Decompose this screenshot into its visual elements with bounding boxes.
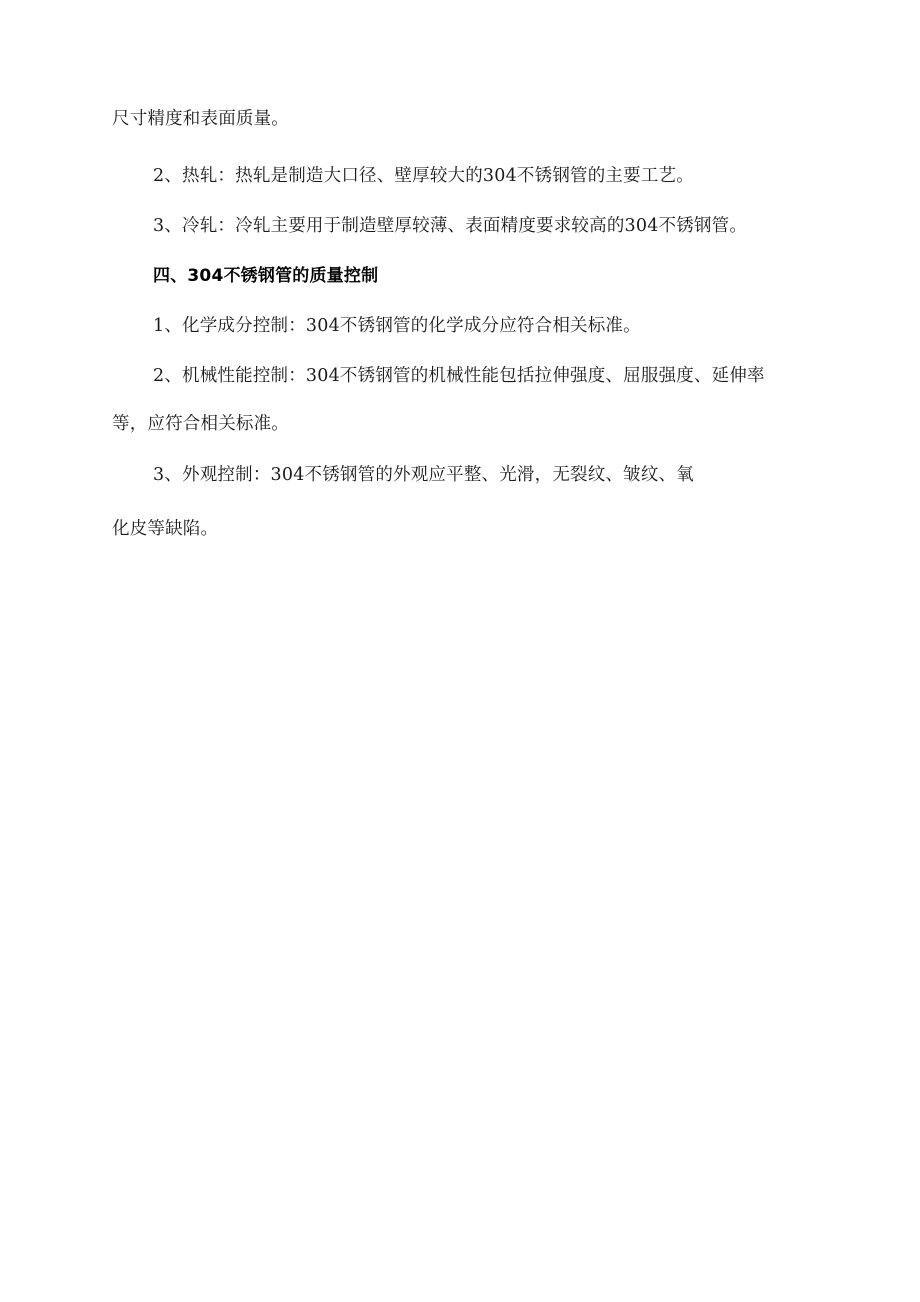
paragraph-appearance-line-1: 3、外观控制：304不锈钢管的外观应平整、光滑，无裂纹、皱纹、氧: [153, 465, 694, 485]
paragraph-appearance-line-2: 化皮等缺陷。: [112, 519, 219, 539]
paragraph-mechanical-properties-line-1: 2、机械性能控制：304不锈钢管的机械性能包括拉伸强度、屈服强度、延伸率: [153, 366, 765, 386]
paragraph-cold-rolling: 3、冷轧：冷轧主要用于制造壁厚较薄、表面精度要求较高的304不锈钢管。: [153, 216, 748, 236]
paragraph-continuation: 尺寸精度和表面质量。: [112, 109, 289, 129]
section-heading-quality-control: 四、304不锈钢管的质量控制: [153, 266, 379, 286]
paragraph-hot-rolling: 2、热轧：热轧是制造大口径、壁厚较大的304不锈钢管的主要工艺。: [153, 166, 694, 186]
paragraph-chemical-composition: 1、化学成分控制：304不锈钢管的化学成分应符合相关标准。: [153, 316, 641, 336]
paragraph-mechanical-properties-line-2: 等，应符合相关标准。: [112, 414, 289, 434]
